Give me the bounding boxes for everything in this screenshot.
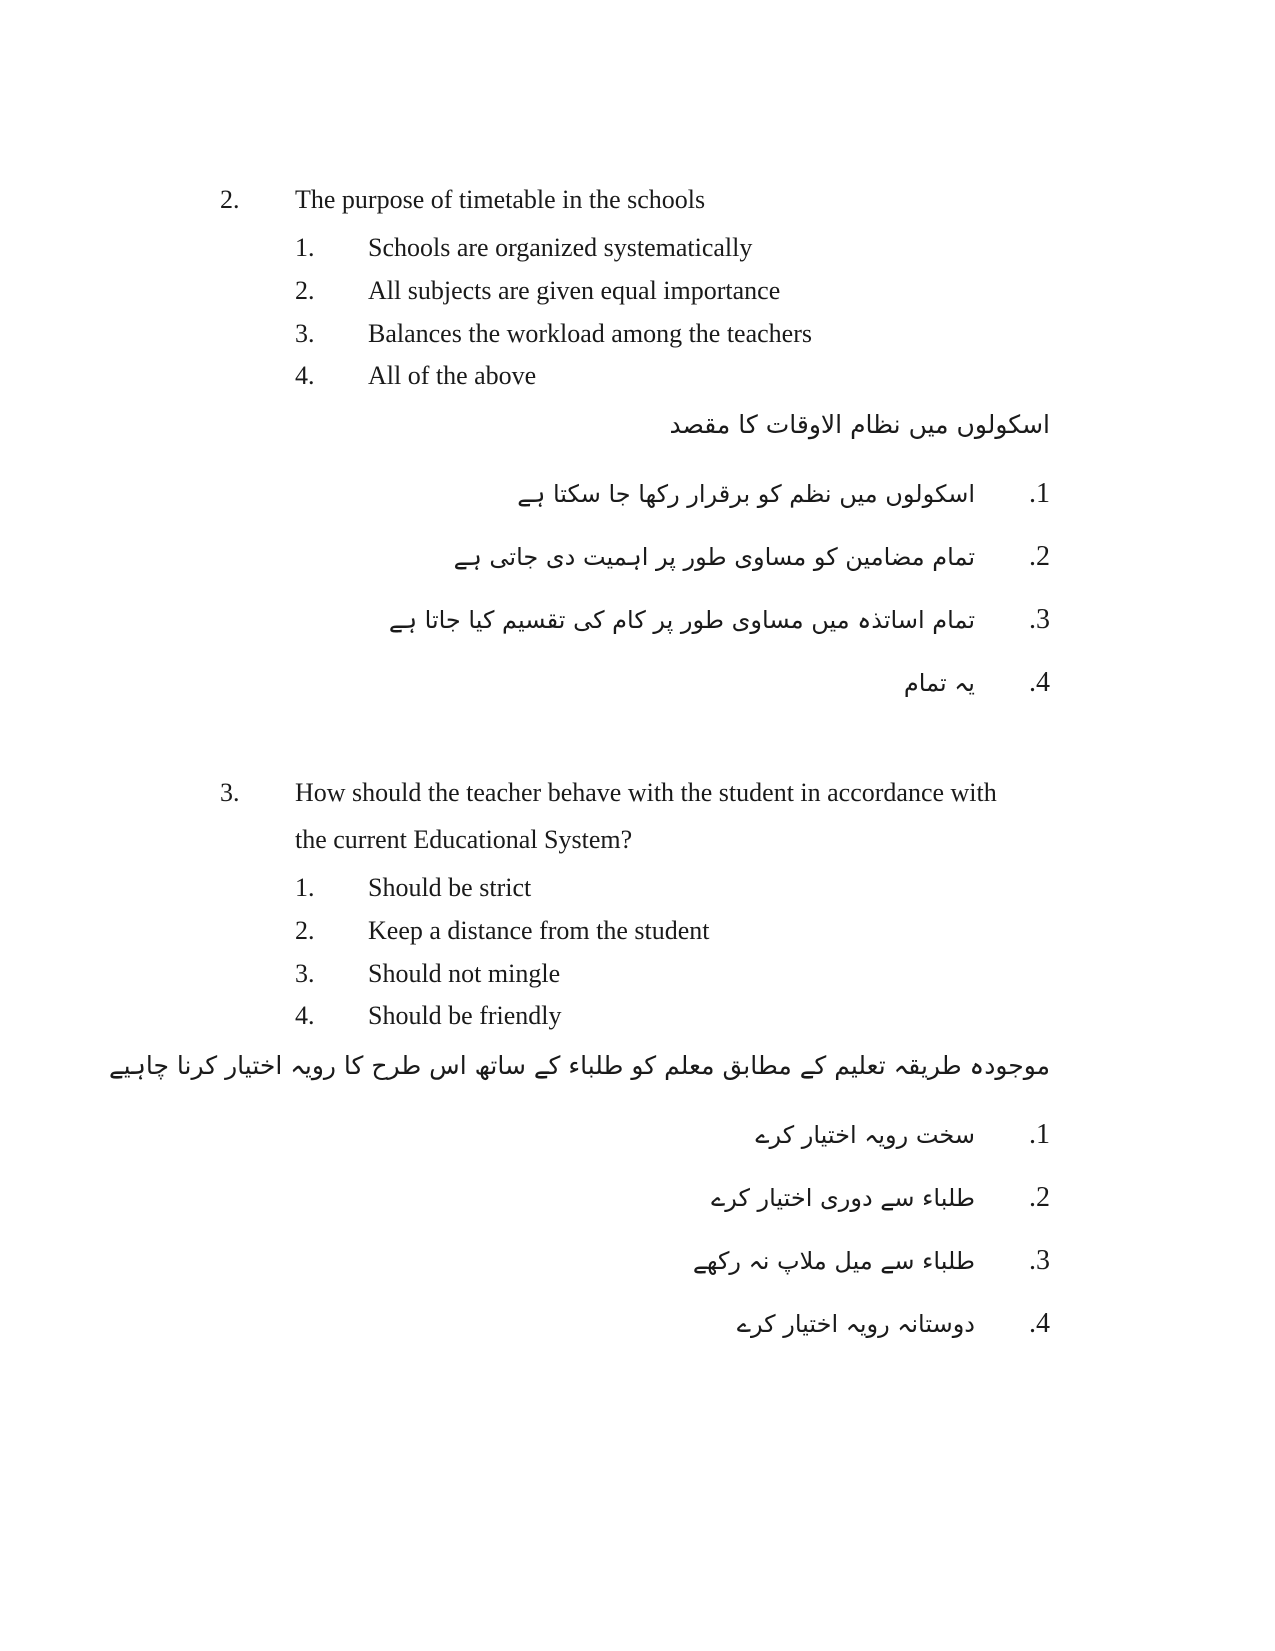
question-number: 3.: [220, 778, 240, 807]
urdu-option-number: .4: [1029, 1308, 1050, 1339]
option-number: 3.: [295, 319, 315, 348]
question-text: How should the teacher behave with the student in accordance with: [295, 778, 997, 807]
option-text: Keep a distance from the student: [368, 916, 710, 945]
urdu-option-text: سخت رویہ اختیار کرے: [755, 1121, 975, 1149]
urdu-option-text: یہ تمام: [903, 669, 975, 697]
urdu-option-text: طلباء سے دوری اختیار کرے: [711, 1184, 975, 1212]
urdu-option-text: دوستانہ رویہ اختیار کرے: [736, 1310, 975, 1338]
urdu-option-number: .3: [1029, 604, 1050, 635]
option-number: 4.: [295, 1001, 315, 1030]
urdu-option-number: .2: [1029, 541, 1050, 572]
question-text-continued: the current Educational System?: [295, 825, 633, 854]
question-text: The purpose of timetable in the schools: [295, 185, 706, 214]
option-text: All of the above: [368, 361, 537, 390]
option-number: 4.: [295, 361, 315, 390]
option-number: 2.: [295, 276, 315, 305]
urdu-option-number: .2: [1029, 1182, 1050, 1213]
urdu-option-number: .3: [1029, 1245, 1050, 1276]
urdu-question-text: موجودہ طریقہ تعلیم کے مطابق معلم کو طلباء کے ساتھ اس طرح کا رویہ اختیار کرنا چاہیے: [109, 1051, 1050, 1080]
option-number: 1.: [295, 873, 315, 902]
urdu-option-text: تمام مضامین کو مساوی طور پر اہمیت دی جاتی ہے: [453, 543, 975, 571]
option-text: Balances the workload among the teachers: [368, 319, 812, 348]
option-text: Schools are organized systematically: [368, 233, 753, 262]
option-text: All subjects are given equal importance: [368, 276, 781, 305]
urdu-option-text: تمام اساتذہ میں مساوی طور پر کام کی تقسیم کیا جاتا ہے: [388, 606, 975, 634]
urdu-question-text: اسکولوں میں نظام الاوقات کا مقصد: [669, 410, 1050, 439]
urdu-option-number: .4: [1029, 667, 1050, 698]
urdu-option-number: .1: [1029, 478, 1050, 509]
urdu-option-text: اسکولوں میں نظم کو برقرار رکھا جا سکتا ہے: [517, 480, 975, 508]
option-text: Should be strict: [368, 873, 532, 902]
urdu-option-number: .1: [1029, 1119, 1050, 1150]
option-text: Should be friendly: [368, 1001, 562, 1030]
option-number: 1.: [295, 233, 315, 262]
option-number: 3.: [295, 959, 315, 988]
option-text: Should not mingle: [368, 959, 561, 988]
option-number: 2.: [295, 916, 315, 945]
question-number: 2.: [220, 185, 240, 214]
urdu-option-text: طلباء سے میل ملاپ نہ رکھے: [692, 1247, 975, 1275]
